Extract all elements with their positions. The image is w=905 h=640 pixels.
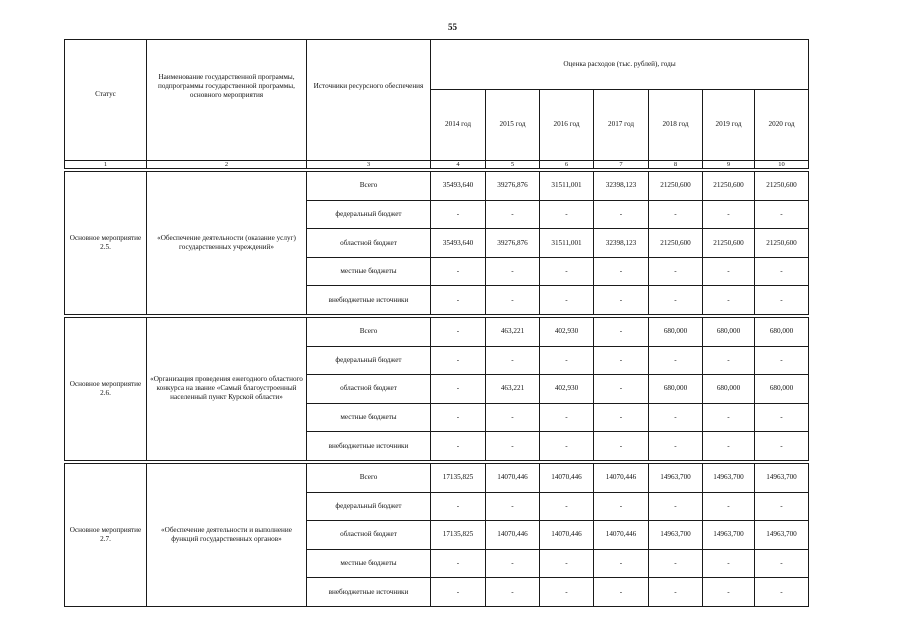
funding-source-cell: федеральный бюджет xyxy=(307,346,431,375)
value-cell: - xyxy=(431,200,486,229)
value-cell: - xyxy=(649,432,703,461)
value-cell: - xyxy=(594,403,649,432)
value-cell: - xyxy=(486,492,540,521)
value-cell: - xyxy=(755,432,809,461)
value-cell: - xyxy=(486,403,540,432)
value-cell: 14070,446 xyxy=(540,464,594,493)
value-cell: 680,000 xyxy=(649,318,703,347)
status-cell: Основное мероприятие 2.5. xyxy=(65,172,147,315)
column-number: 1 xyxy=(65,160,147,168)
funding-source-cell: Всего xyxy=(307,318,431,347)
value-cell: - xyxy=(594,346,649,375)
value-cell: 14963,700 xyxy=(649,464,703,493)
value-cell: - xyxy=(431,375,486,404)
column-number: 8 xyxy=(649,160,703,168)
header-name: Наименование государственной программы, подпрограммы государственной программы, основного мероприятия xyxy=(147,40,307,161)
header-year: 2016 год xyxy=(540,89,594,160)
value-cell: - xyxy=(594,318,649,347)
header-year: 2017 год xyxy=(594,89,649,160)
column-number: 5 xyxy=(486,160,540,168)
value-cell: 31511,001 xyxy=(540,229,594,258)
value-cell: 21250,600 xyxy=(649,229,703,258)
funding-source-cell: федеральный бюджет xyxy=(307,492,431,521)
budget-table xyxy=(64,39,809,607)
value-cell: - xyxy=(594,257,649,286)
value-cell: - xyxy=(703,549,755,578)
value-cell: 17135,825 xyxy=(431,464,486,493)
value-cell: 14070,446 xyxy=(594,464,649,493)
value-cell: - xyxy=(594,375,649,404)
funding-source-cell: местные бюджеты xyxy=(307,257,431,286)
value-cell: - xyxy=(649,549,703,578)
value-cell: 14963,700 xyxy=(703,521,755,550)
value-cell: - xyxy=(431,549,486,578)
value-cell: - xyxy=(486,549,540,578)
header-source: Источники ресурсного обеспечения xyxy=(307,40,431,161)
value-cell: 32398,123 xyxy=(594,229,649,258)
value-cell: 21250,600 xyxy=(703,172,755,201)
funding-source-cell: Всего xyxy=(307,464,431,493)
value-cell: - xyxy=(540,200,594,229)
funding-source-cell: внебюджетные источники xyxy=(307,578,431,607)
value-cell: - xyxy=(755,286,809,315)
value-cell: - xyxy=(540,286,594,315)
status-cell: Основное мероприятие 2.6. xyxy=(65,318,147,461)
value-cell: 14963,700 xyxy=(755,464,809,493)
value-cell: 14963,700 xyxy=(703,464,755,493)
header-row xyxy=(65,40,809,90)
value-cell: - xyxy=(486,257,540,286)
funding-source-cell: федеральный бюджет xyxy=(307,200,431,229)
value-cell: - xyxy=(649,403,703,432)
value-cell: - xyxy=(755,403,809,432)
value-cell: 21250,600 xyxy=(755,172,809,201)
column-number: 2 xyxy=(147,160,307,168)
value-cell: - xyxy=(703,432,755,461)
value-cell: - xyxy=(540,578,594,607)
header-year: 2019 год xyxy=(703,89,755,160)
status-cell: Основное мероприятие 2.7. xyxy=(65,464,147,607)
funding-source-cell: местные бюджеты xyxy=(307,549,431,578)
value-cell: - xyxy=(540,432,594,461)
value-cell: - xyxy=(540,549,594,578)
value-cell: - xyxy=(540,492,594,521)
value-cell: 463,221 xyxy=(486,375,540,404)
value-cell: - xyxy=(703,346,755,375)
value-cell: 680,000 xyxy=(755,375,809,404)
value-cell: - xyxy=(431,318,486,347)
value-cell: 21250,600 xyxy=(703,229,755,258)
page-number: 55 xyxy=(448,22,457,32)
value-cell: - xyxy=(703,578,755,607)
header-year: 2020 год xyxy=(755,89,809,160)
value-cell: - xyxy=(649,286,703,315)
header-costs: Оценка расходов (тыс. рублей), годы xyxy=(431,40,809,90)
value-cell: 39276,876 xyxy=(486,229,540,258)
value-cell: - xyxy=(703,403,755,432)
value-cell: - xyxy=(703,492,755,521)
value-cell: - xyxy=(755,549,809,578)
value-cell: - xyxy=(755,346,809,375)
header-year: 2018 год xyxy=(649,89,703,160)
funding-source-cell: областной бюджет xyxy=(307,521,431,550)
value-cell: - xyxy=(431,432,486,461)
header-status: Статус xyxy=(65,40,147,161)
funding-source-cell: внебюджетные источники xyxy=(307,286,431,315)
activity-name-cell: «Организация проведения ежегодного областного конкурса на звание «Самый благоустроенный населенный пункт Курской области» xyxy=(147,318,307,461)
value-cell: - xyxy=(703,257,755,286)
column-number: 9 xyxy=(703,160,755,168)
value-cell: - xyxy=(649,578,703,607)
value-cell: 14070,446 xyxy=(486,521,540,550)
funding-source-cell: местные бюджеты xyxy=(307,403,431,432)
value-cell: 402,930 xyxy=(540,318,594,347)
value-cell: - xyxy=(594,578,649,607)
value-cell: - xyxy=(431,257,486,286)
value-cell: - xyxy=(649,200,703,229)
value-cell: - xyxy=(755,578,809,607)
funding-source-cell: внебюджетные источники xyxy=(307,432,431,461)
value-cell: - xyxy=(649,492,703,521)
header-year: 2015 год xyxy=(486,89,540,160)
value-cell: - xyxy=(594,432,649,461)
value-cell: 680,000 xyxy=(703,318,755,347)
column-numbers-row xyxy=(65,160,809,168)
value-cell: - xyxy=(755,257,809,286)
table-row xyxy=(65,172,809,201)
value-cell: 14070,446 xyxy=(486,464,540,493)
table-row xyxy=(65,464,809,493)
value-cell: 680,000 xyxy=(755,318,809,347)
value-cell: 21250,600 xyxy=(649,172,703,201)
value-cell: - xyxy=(540,346,594,375)
column-number: 3 xyxy=(307,160,431,168)
value-cell: - xyxy=(755,200,809,229)
value-cell: - xyxy=(540,257,594,286)
value-cell: 463,221 xyxy=(486,318,540,347)
value-cell: 31511,001 xyxy=(540,172,594,201)
value-cell: 17135,825 xyxy=(431,521,486,550)
value-cell: - xyxy=(431,346,486,375)
value-cell: 14963,700 xyxy=(649,521,703,550)
funding-source-cell: областной бюджет xyxy=(307,229,431,258)
value-cell: 402,930 xyxy=(540,375,594,404)
column-number: 6 xyxy=(540,160,594,168)
value-cell: 14963,700 xyxy=(755,521,809,550)
value-cell: - xyxy=(431,578,486,607)
funding-source-cell: областной бюджет xyxy=(307,375,431,404)
activity-name-cell: «Обеспечение деятельности (оказание услуг) государственных учреждений» xyxy=(147,172,307,315)
funding-source-cell: Всего xyxy=(307,172,431,201)
value-cell: 14070,446 xyxy=(540,521,594,550)
value-cell: - xyxy=(594,549,649,578)
value-cell: - xyxy=(431,403,486,432)
groups-body xyxy=(65,172,809,607)
value-cell: 21250,600 xyxy=(755,229,809,258)
column-number: 7 xyxy=(594,160,649,168)
value-cell: - xyxy=(486,432,540,461)
value-cell: - xyxy=(594,200,649,229)
header-year: 2014 год xyxy=(431,89,486,160)
value-cell: - xyxy=(594,492,649,521)
value-cell: - xyxy=(594,286,649,315)
value-cell: - xyxy=(486,200,540,229)
column-number: 10 xyxy=(755,160,809,168)
value-cell: 39276,876 xyxy=(486,172,540,201)
value-cell: 680,000 xyxy=(703,375,755,404)
table-row xyxy=(65,318,809,347)
value-cell: 35493,640 xyxy=(431,229,486,258)
value-cell: - xyxy=(703,286,755,315)
value-cell: - xyxy=(431,492,486,521)
value-cell: - xyxy=(649,346,703,375)
column-number: 4 xyxy=(431,160,486,168)
value-cell: - xyxy=(649,257,703,286)
value-cell: - xyxy=(431,286,486,315)
value-cell: - xyxy=(486,346,540,375)
value-cell: - xyxy=(540,403,594,432)
value-cell: 32398,123 xyxy=(594,172,649,201)
value-cell: - xyxy=(755,492,809,521)
value-cell: 14070,446 xyxy=(594,521,649,550)
value-cell: - xyxy=(486,286,540,315)
value-cell: 680,000 xyxy=(649,375,703,404)
activity-name-cell: «Обеспечение деятельности и выполнение функций государственных органов» xyxy=(147,464,307,607)
value-cell: 35493,640 xyxy=(431,172,486,201)
value-cell: - xyxy=(486,578,540,607)
value-cell: - xyxy=(703,200,755,229)
